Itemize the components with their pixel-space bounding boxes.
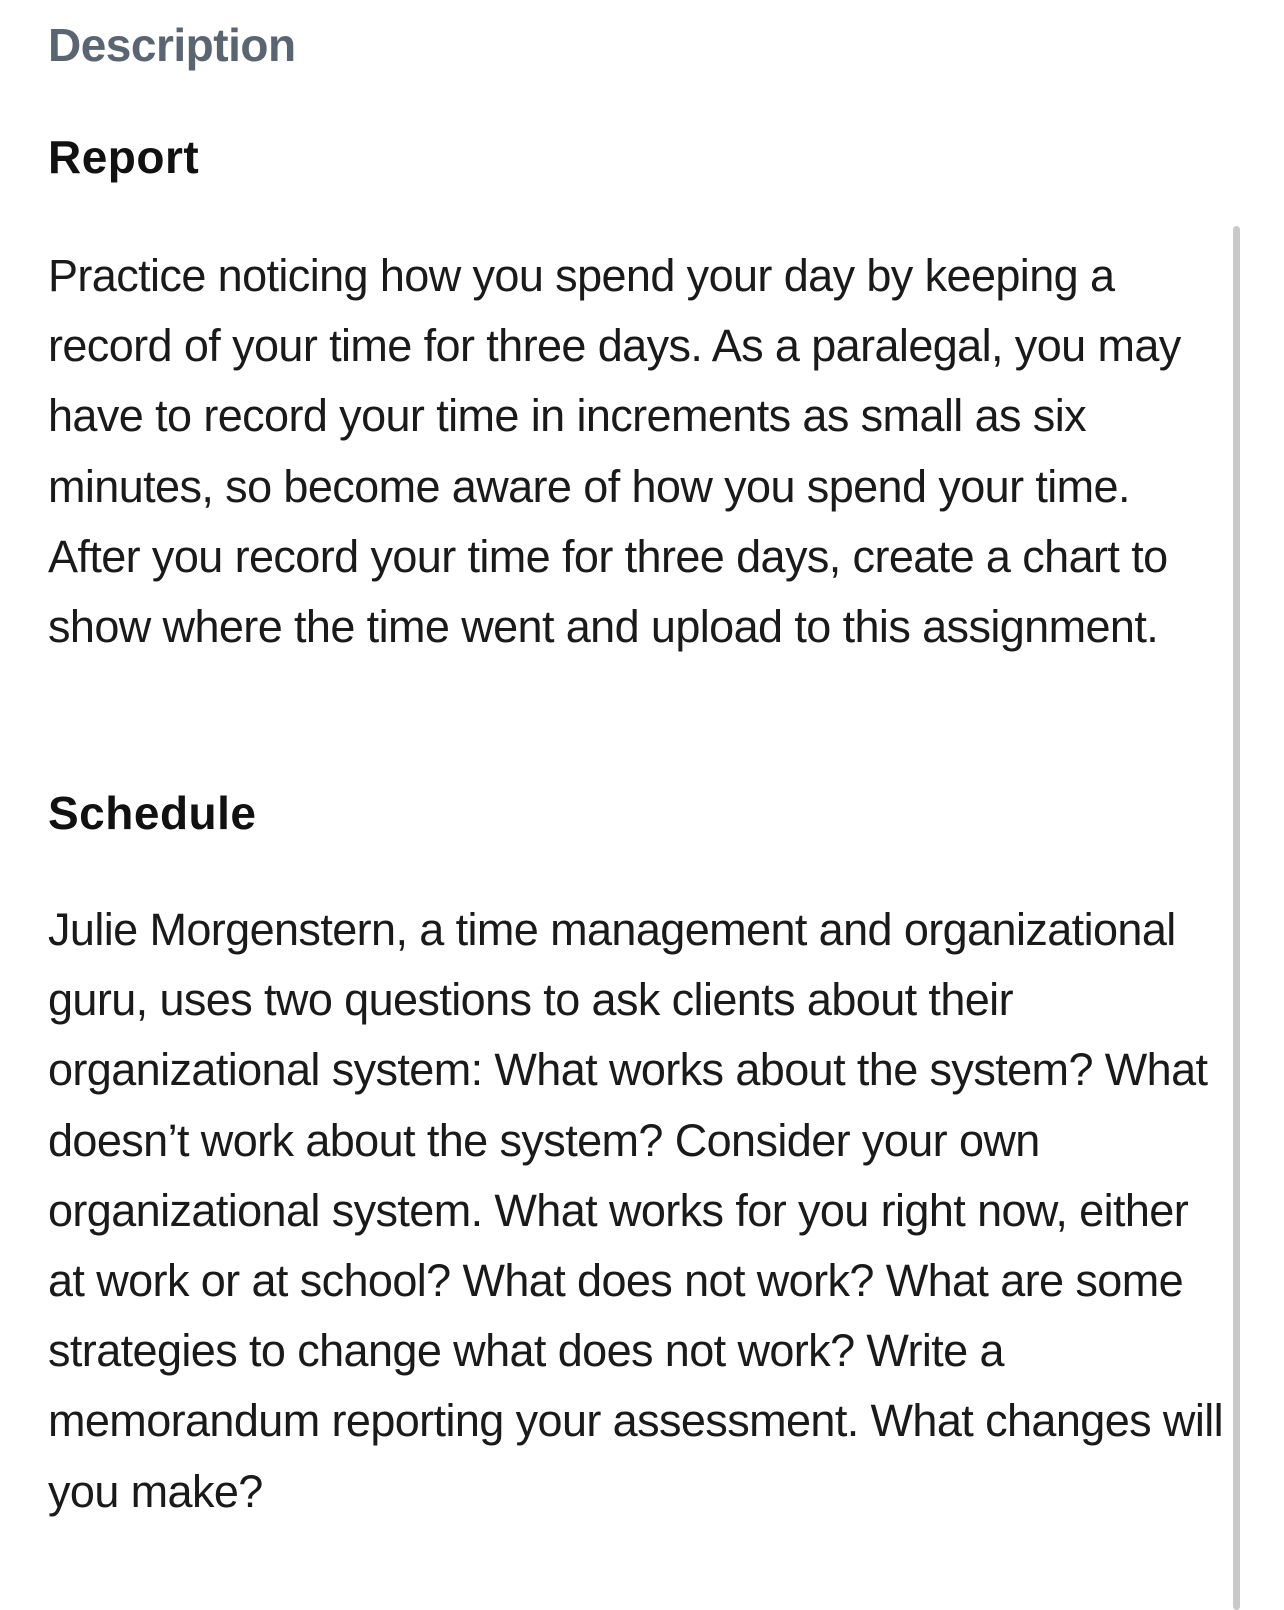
schedule-paragraph: Julie Morgenstern, a time management and organizational guru, uses two questions to ask clients about their organizational system: What works about the system? What doesn’t work about the system? Consider your own organizational system. What works for you right now, either at work or at school? What does not work? What are some strategies to change what does not work? Write a memorandum reporting your assessment. What changes will you make? (48, 904, 1224, 1517)
report-heading: Report (48, 131, 200, 183)
schedule-heading: Schedule (48, 787, 257, 839)
report-paragraph: Practice noticing how you spend your day by keeping a record of your time for three days. As a paralegal, you may have to record your time in increments as small as six minutes, so become aware of how you spend your time. After you record your time for three days, create a chart to show where the time went and upload to this assignment. (48, 250, 1181, 653)
vertical-scrollbar[interactable] (1233, 226, 1240, 1610)
description-label: Description (48, 19, 296, 71)
